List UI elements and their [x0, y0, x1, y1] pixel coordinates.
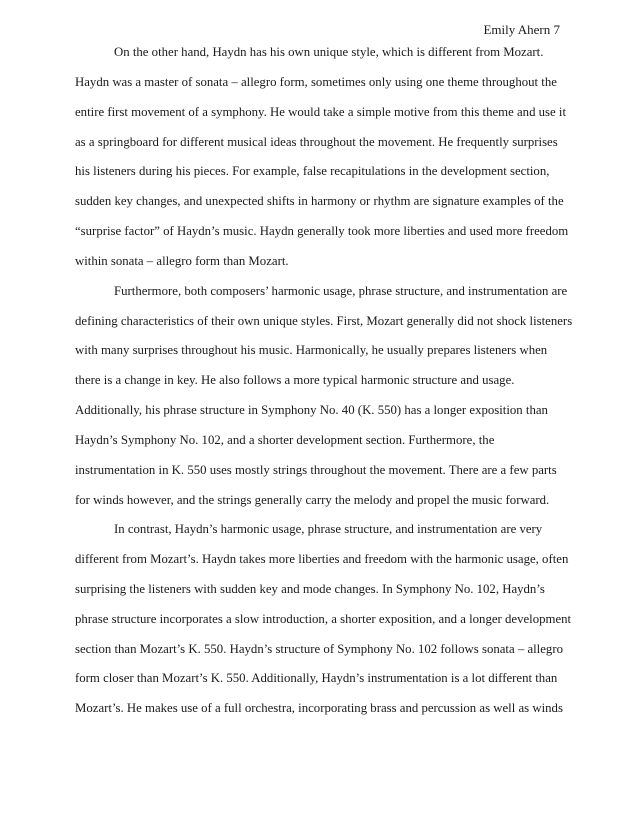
paragraph-line: section than Mozart’s K. 550. Haydn’s structure of Symphony No. 102 follows sonata – allegro [75, 642, 563, 656]
paragraph-line: his listeners during his pieces. For example, false recapitulations in the development section, [75, 164, 550, 178]
paragraph-line: as a springboard for different musical ideas throughout the movement. He frequently surprises [75, 135, 558, 149]
paragraph-line: there is a change in key. He also follows a more typical harmonic structure and usage. [75, 373, 515, 387]
paragraph-line: entire first movement of a symphony. He would take a simple motive from this theme and use it [75, 105, 567, 119]
paragraph-line: surprising the listeners with sudden key and mode changes. In Symphony No. 102, Haydn’s [75, 582, 545, 596]
paragraph-line: phrase structure incorporates a slow introduction, a shorter exposition, and a longer development [75, 612, 572, 626]
paragraph-line: form closer than Mozart’s K. 550. Additionally, Haydn’s instrumentation is a lot different than [75, 671, 558, 685]
paragraph-line: Haydn’s Symphony No. 102, and a shorter development section. Furthermore, the [75, 433, 495, 447]
paragraph-line: different from Mozart’s. Haydn takes more liberties and freedom with the harmonic usage, often [75, 552, 569, 566]
paragraph-line: sudden key changes, and unexpected shifts in harmony or rhythm are signature examples of the [75, 194, 564, 208]
paragraph-line: “surprise factor” of Haydn’s music. Haydn generally took more liberties and used more freedom [75, 224, 569, 238]
paragraph-line: Additionally, his phrase structure in Symphony No. 40 (K. 550) has a longer exposition than [75, 403, 548, 417]
paragraph-line: instrumentation in K. 550 uses mostly strings throughout the movement. There are a few parts [75, 463, 557, 477]
paragraph-line: for winds however, and the strings generally carry the melody and propel the music forward. [75, 493, 550, 507]
paragraph-line: defining characteristics of their own unique styles. First, Mozart generally did not shock listeners [75, 314, 573, 328]
paragraph-line: Mozart’s. He makes use of a full orchestra, incorporating brass and percussion as well as winds [75, 701, 563, 715]
paragraph-line: with many surprises throughout his music. Harmonically, he usually prepares listeners when [75, 343, 548, 357]
paragraph-line: Haydn was a master of sonata – allegro form, sometimes only using one theme throughout the [75, 75, 557, 89]
paragraph-line: within sonata – allegro form than Mozart. [75, 254, 289, 268]
paragraph-line: Furthermore, both composers’ harmonic usage, phrase structure, and instrumentation are [114, 284, 568, 298]
paragraph-line: In contrast, Haydn’s harmonic usage, phrase structure, and instrumentation are very [114, 522, 543, 536]
page-header: Emily Ahern 7 [483, 22, 560, 37]
paragraph-line: On the other hand, Haydn has his own unique style, which is different from Mozart. [114, 45, 544, 59]
